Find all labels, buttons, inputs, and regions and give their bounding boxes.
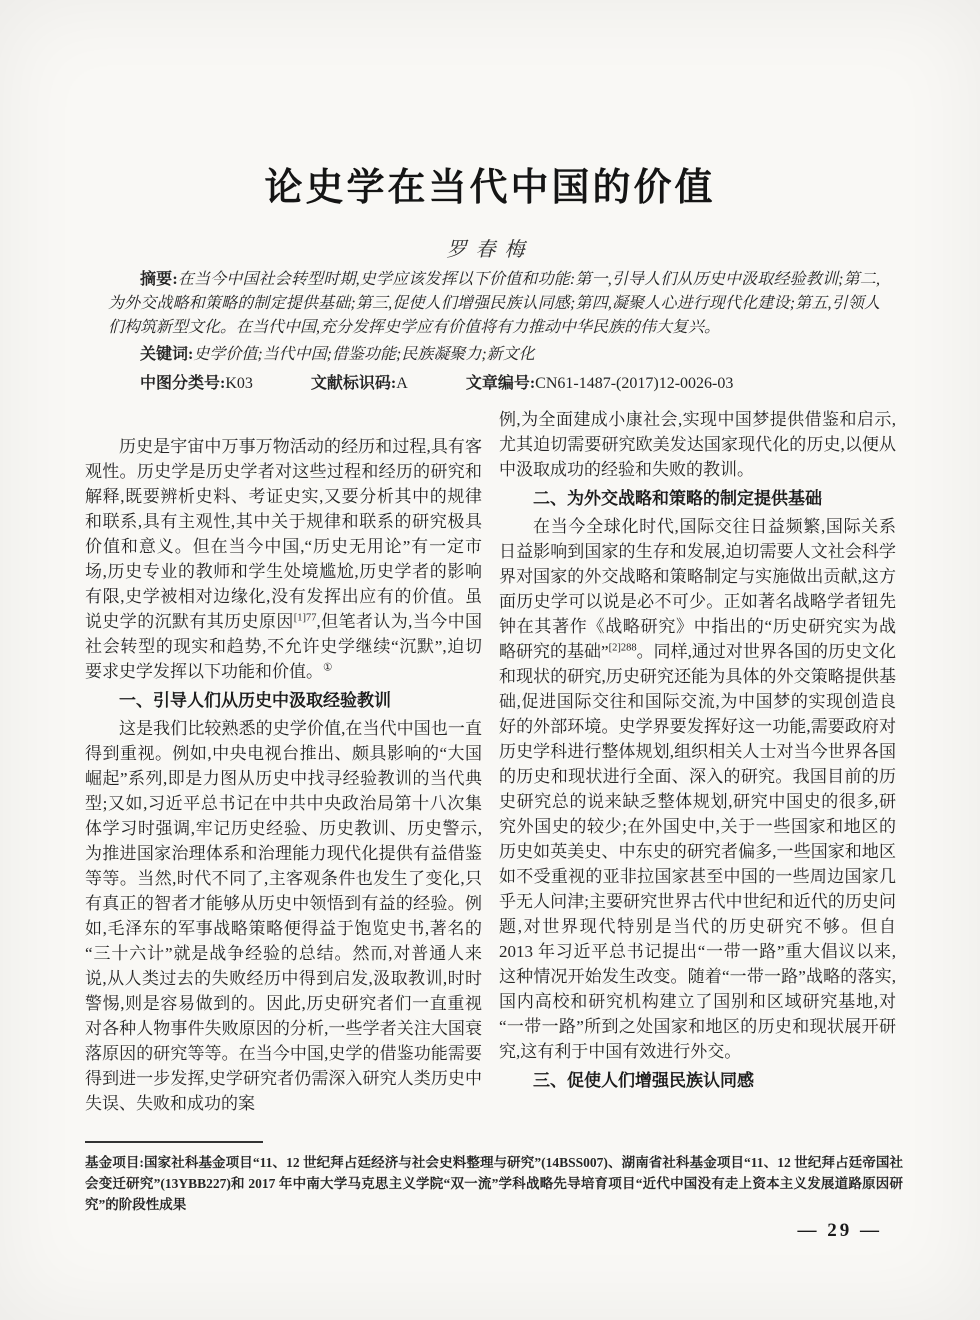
section-heading: 一、引导人们从历史中汲取经验教训 (119, 691, 391, 710)
footnote-divider (85, 1141, 263, 1143)
clc-item (140, 375, 253, 392)
clc-value: K03 (225, 375, 253, 392)
section-heading: 二、为外交战略和策略的制定提供基础 (533, 489, 822, 508)
doc-code-value: A (396, 375, 408, 392)
body-two-columns (85, 407, 896, 1116)
abstract-text: 在当今中国社会转型时期,史学应该发挥以下价值和功能:第一,引导人们从历史中汲取经验教训;第二,为外交战略和策略的制定提供基础;第三,促使人们增强民族认同感;第四,凝聚人心进行现代化建设;第五,引领人们构筑新型文化。在当代中国,充分发挥史学应有价值将有力推动中华民族的伟大复兴。 (108, 271, 880, 336)
page-number: — 29 — (797, 1220, 882, 1241)
body-paragraph: 历史是宇宙中万事万物活动的经历和过程,具有客观性。历史学是历史学者对这些过程和经历的研究和解释,既要辨析史料、考证史实,又要分析其中的规律和联系,具有主观性,其中关于规律和联系的研究极具价值和意义。但在当今中国,“历史无用论”有一定市场,历史专业的教师和学生处境尴尬,历史学者的影响有限,史学被相对边缘化,没有发挥出应有的价值。虽说史学的沉默有其历史原因$^{[1]77}$,但笔者认为,当今中国社会转型的现实和趋势,不允许史学继续“沉默”,迫切要求史学发挥以下功能和价值。① (85, 437, 483, 681)
citation-superscript: [2]288 (608, 642, 637, 654)
classification-line (108, 372, 880, 396)
body-paragraph: 例,为全面建成小康社会,实现中国梦提供借鉴和启示,尤其迫切需要研究欧美发达国家现代化的历史,以便从中汲取成功的经验和失败的教训。 (499, 410, 896, 479)
body-paragraph: 这是我们比较熟悉的史学价值,在当代中国也一直得到重视。例如,中央电视台推出、颇具影响的“大国崛起”系列,即是力图从历史中找寻经验教训的当代典型;又如,习近平总书记在中共中央政治局第十八次集体学习时强调,牢记历史经验、历史教训、历史警示,为推进国家治理体系和治理能力现代化提供有益借鉴等等。当然,时代不同了,主客观条件也发生了变化,只有真正的智者才能够从历史中领悟到有益的经验。例如,毛泽东的军事战略策略便得益于饱览史书,著名的“三十六计”就是战争经验的总结。然而,对普通人来说,从人类过去的失败经历中得到启发,汲取教训,时时警惕,则是容易做到的。因此,历史研究者们一直重视对各种人物事件失败原因的分析,一些学者关注大国衰落原因的研究等等。在当今中国,史学的借鉴功能需要得到进一步发挥,史学研究者仍需深入研究人类历史中失误、失败和成功的案 (85, 719, 482, 1113)
body-paragraph: 在当今全球化时代,国际交往日益频繁,国际关系日益影响到国家的生存和发展,迫切需要人文社会科学界对国家的外交战略和策略制定与实施做出贡献,这方面历史学可以说是必不可少。正如著名战略学者钮先钟在其著作《战略研究》中指出的“历史研究实为战略研究的基础”$^{[2]288}$。同样,通过对世界各国的历史文化和现状的研究,历史研究还能为具体的外交策略提供基础,促进国际交往和国际交流,为中国梦的实现创造良好的外部环境。史学界要发挥好这一功能,需要政府对历史学科进行整体规划,组织相关人士对当今世界各国的历史和现状进行全面、深入的研究。我国目前的历史研究总的说来缺乏整体规划,研究中国史的很多,研究外国史的较少;在外国史中,关于一些国家和地区的历史如英美史、中东史的研究者偏多,一些国家和地区如不受重视的亚非拉国家甚至中国的一些周边国家几乎无人问津;主要研究世界古代中世纪和近代的历史问题,对世界现代特别是当代的历史研究不够。但自 2013 年习近平总书记提出“一带一路”重大倡议以来,这种情况开始发生改变。随着“一带一路”战略的落实,国内高校和研究机构建立了国别和区域研究基地,对“一带一路”所到之处国家和地区的历史和现状展开研究,这有利于中国有效进行外交。 (499, 517, 897, 1061)
article-id-value: CN61-1487-(2017)12-0026-03 (535, 375, 734, 392)
article-id-item (466, 375, 734, 392)
citation-superscript: [1]77 (293, 612, 317, 624)
abstract-label: 摘要: (140, 271, 178, 288)
article-title: 论史学在当代中国的价值 (264, 167, 716, 209)
funding-label: 基金项目: (85, 1155, 144, 1170)
keywords-text: 史学价值;当代中国;借鉴功能;民族凝聚力;新文化 (193, 346, 535, 363)
funding-text: 国家社科基金项目“11、12 世纪拜占廷经济与社会史料整理与研究”(14BSS007)、湖南省社科基金项目“11、12 世纪拜占廷帝国社会变迁研究”(13YBB227)和 2017 年中南大学马克思主义学院“双一流”学科战略先导培育项目“近代中国没有走上资本主义发展道路原因研究”的阶段性成果 (85, 1155, 903, 1212)
clc-label: 中图分类号: (140, 375, 226, 392)
funding-footnote (85, 1141, 903, 1215)
front-matter (108, 268, 880, 396)
section-heading: 三、促使人们增强民族认同感 (533, 1071, 754, 1090)
doc-code-label: 文献标识码: (310, 375, 397, 392)
body-column (85, 407, 482, 1116)
article-author: 罗春梅 (446, 239, 534, 261)
keywords-line (108, 343, 880, 367)
body-column (499, 407, 896, 1116)
article-id-label: 文章编号: (465, 375, 536, 392)
abstract-paragraph (108, 268, 880, 340)
doc-code-item (311, 375, 408, 392)
citation-superscript: ① (323, 662, 333, 674)
keywords-label: 关键词: (140, 346, 194, 363)
